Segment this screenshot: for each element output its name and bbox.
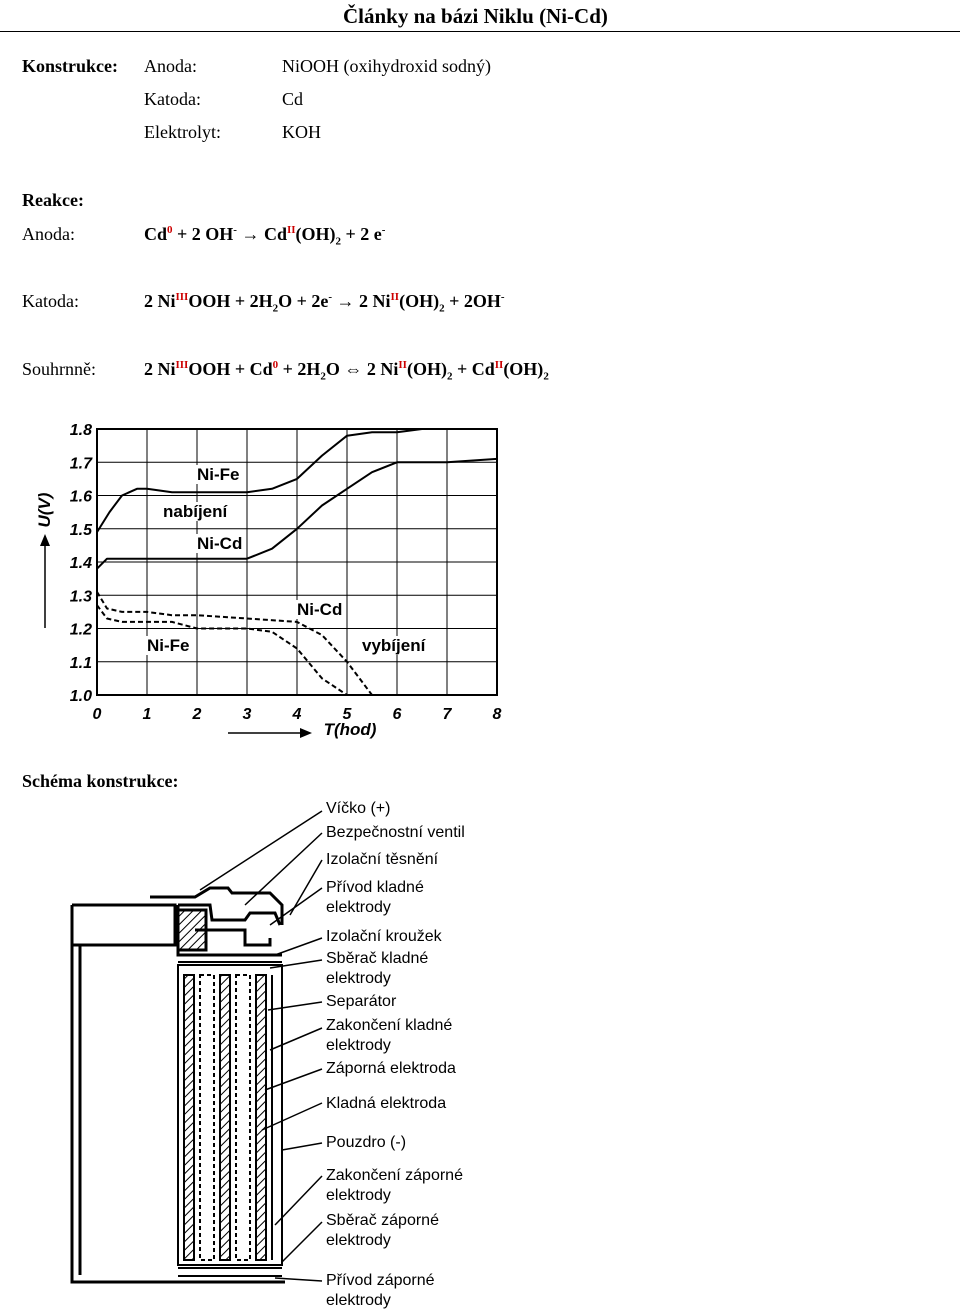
part-label-kladna-elektroda: Kladná elektroda [326, 1095, 447, 1112]
part-label-vicko: Víčko (+) [326, 800, 391, 817]
chart-annotation: vybíjení [362, 636, 426, 655]
part-label-ventil: Bezpečnostní ventil [326, 824, 465, 841]
part-label-privod-zaporne: Přívod záporné [326, 1272, 435, 1289]
part-label-privod-kladne-2: elektrody [326, 899, 391, 916]
y-axis-arrowhead [40, 534, 50, 546]
x-tick-label: 2 [192, 706, 202, 723]
reactions-label: Reakce: [22, 190, 84, 210]
construction-value-elektrolyt: KOH [282, 122, 321, 142]
schema-label: Schéma konstrukce: [22, 771, 179, 791]
x-axis-arrowhead [300, 728, 312, 738]
chart-annotation: Ni-Fe [197, 465, 240, 484]
x-tick-label: 5 [342, 706, 352, 723]
x-tick-label: 4 [292, 706, 302, 723]
katoda-reaction-label: Katoda: [22, 291, 79, 311]
y-tick-label: 1.7 [69, 455, 92, 473]
part-label-zakonceni-kladne-2: elektrody [326, 1037, 391, 1054]
x-axis-title: T(hod) [323, 720, 377, 739]
part-label-zaporna-elektroda: Záporná elektroda [326, 1060, 456, 1077]
y-tick-label: 1.2 [69, 621, 92, 639]
anoda-equation: $Cd^0 + 2$ $OH^- \to Cd^{II}(OH)_2 + 2$ e- [144, 224, 386, 248]
construction-value-katoda: Cd [282, 89, 304, 109]
part-label-sberac-zaporne-2: elektrody [326, 1232, 391, 1249]
y-tick-label: 1.0 [69, 688, 92, 705]
part-label-separator: Separátor [326, 993, 397, 1010]
y-tick-label: 1.6 [69, 488, 92, 506]
part-label-zakonceni-zaporne-2: elektrody [326, 1187, 391, 1204]
construction-key-katoda: Katoda: [144, 89, 201, 109]
electrode-stack [178, 962, 282, 1276]
leader-lines [200, 811, 322, 1281]
x-tick-label: 1 [142, 706, 152, 723]
construction-key-anoda: Anoda: [144, 56, 197, 76]
anoda-reaction-label: Anoda: [22, 224, 75, 244]
x-tick-label: 8 [492, 706, 502, 723]
cell-cap [150, 888, 282, 955]
part-label-izolacni-krouzek: Izolační kroužek [326, 928, 442, 945]
part-label-privod-zaporne-2: elektrody [326, 1292, 391, 1309]
y-tick-label: 1.5 [69, 521, 92, 539]
part-label-sberac-kladne: Sběrač kladné [326, 950, 429, 967]
page-title: Články na bázi Niklu (Ni-Cd) [343, 4, 608, 28]
part-label-tesneni: Izolační těsnění [326, 851, 439, 868]
part-label-sberac-kladne-2: elektrody [326, 970, 391, 987]
y-tick-label: 1.3 [69, 588, 92, 606]
part-label-zakonceni-zaporne: Zakončení záporné [326, 1167, 463, 1184]
y-tick-label: 1.8 [69, 422, 92, 439]
y-tick-label: 1.1 [69, 654, 92, 672]
chart-annotation: Ni-Fe [147, 636, 190, 655]
part-label-zakonceni-kladne: Zakončení kladné [326, 1017, 453, 1034]
cell-can [72, 905, 285, 1282]
souhrn-reaction-label: Souhrnně: [22, 359, 96, 379]
x-tick-label: 7 [442, 706, 452, 723]
construction-label: Konstrukce: [22, 56, 118, 76]
y-tick-label: 1.4 [69, 555, 92, 572]
part-label-pouzdro: Pouzdro (-) [326, 1134, 407, 1151]
x-tick-label: 6 [392, 706, 402, 723]
part-label-sberac-zaporne: Sběrač záporné [326, 1212, 439, 1229]
part-label-privod-kladne: Přívod kladné [326, 879, 424, 896]
chart-annotation: Ni-Cd [197, 534, 243, 553]
y-axis-title: U(V) [35, 492, 54, 528]
x-tick-label: 0 [92, 706, 102, 723]
construction-value-anoda: NiOOH (oxihydroxid sodný) [282, 56, 491, 76]
construction-key-elektrolyt: Elektrolyt: [144, 122, 221, 142]
chart-annotation: Ni-Cd [297, 600, 343, 619]
x-tick-label: 3 [242, 706, 252, 723]
chart-annotation: nabíjení [163, 502, 228, 521]
souhrn-equation: 2 $Ni^{III}OOH + Cd^0 + 2H_2O$ ⇔ 2 $Ni^{II}(OH)_2 + Cd^{II}(OH)_2$ [144, 359, 549, 383]
katoda-equation: 2 $Ni^{III}OOH + 2H_2O + 2e^- \to 2$ $Ni^{II}(OH)_2 + 2OH^-$ [144, 291, 505, 315]
